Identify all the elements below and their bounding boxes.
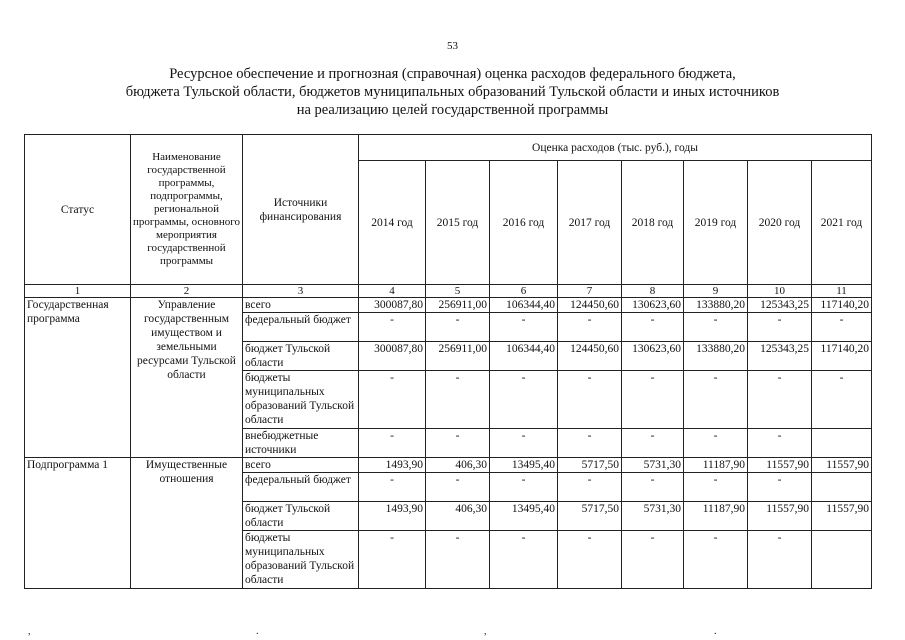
- value-cell: 5717,50: [558, 458, 622, 473]
- row-source: всего: [243, 298, 359, 313]
- row-status: Государственная программа: [25, 298, 131, 458]
- column-number: 5: [426, 285, 490, 298]
- value-cell: [812, 531, 872, 589]
- column-number: 10: [748, 285, 812, 298]
- value-cell: -: [359, 429, 426, 458]
- row-program-name: Имущественные отношения: [131, 458, 243, 589]
- budget-table-wrapper: [24, 134, 872, 589]
- column-number: 6: [490, 285, 558, 298]
- value-cell: -: [426, 531, 490, 589]
- value-cell: -: [684, 473, 748, 502]
- value-cell: 1493,90: [359, 458, 426, 473]
- value-cell: 117140,20: [812, 342, 872, 371]
- scan-dot: .: [256, 626, 259, 637]
- value-cell: -: [359, 371, 426, 429]
- row-source: бюджеты муниципальных образований Тульской области: [243, 531, 359, 589]
- value-cell: -: [490, 313, 558, 342]
- title-line-3: на реализацию целей государственной программы: [296, 102, 609, 118]
- value-cell: -: [359, 473, 426, 502]
- column-number-row: [25, 285, 872, 298]
- value-cell: -: [622, 429, 684, 458]
- value-cell: [812, 473, 872, 502]
- value-cell: 13495,40: [490, 502, 558, 531]
- value-cell: 124450,60: [558, 298, 622, 313]
- value-cell: 406,30: [426, 458, 490, 473]
- value-cell: -: [359, 313, 426, 342]
- value-cell: -: [684, 371, 748, 429]
- value-cell: -: [426, 429, 490, 458]
- value-cell: 117140,20: [812, 298, 872, 313]
- row-source: федеральный бюджет: [243, 313, 359, 342]
- value-cell: 300087,80: [359, 298, 426, 313]
- header-status: Статус: [25, 135, 131, 285]
- title-line-2: бюджета Тульской области, бюджетов муниципальных образований Тульской области и иных источников: [125, 84, 780, 100]
- header-year: 2015 год: [426, 161, 490, 285]
- value-cell: 5731,30: [622, 502, 684, 531]
- value-cell: -: [490, 473, 558, 502]
- value-cell: 133880,20: [684, 298, 748, 313]
- value-cell: 125343,25: [748, 342, 812, 371]
- value-cell: 13495,40: [490, 458, 558, 473]
- header-year: 2021 год: [812, 161, 872, 285]
- value-cell: -: [622, 473, 684, 502]
- value-cell: -: [490, 531, 558, 589]
- column-number: 7: [558, 285, 622, 298]
- value-cell: -: [684, 313, 748, 342]
- value-cell: -: [684, 429, 748, 458]
- value-cell: 124450,60: [558, 342, 622, 371]
- value-cell: -: [622, 313, 684, 342]
- value-cell: -: [812, 371, 872, 429]
- row-status: Подпрограмма 1: [25, 458, 131, 589]
- table-row: [25, 458, 872, 473]
- value-cell: 133880,20: [684, 342, 748, 371]
- header-year: 2017 год: [558, 161, 622, 285]
- header-year: 2019 год: [684, 161, 748, 285]
- value-cell: [812, 429, 872, 458]
- value-cell: -: [558, 473, 622, 502]
- row-source: федеральный бюджет: [243, 473, 359, 502]
- title-line-1: Ресурсное обеспечение и прогнозная (справочная) оценка расходов федерального бюджета,: [169, 66, 736, 82]
- header-year: 2016 год: [490, 161, 558, 285]
- value-cell: 125343,25: [748, 298, 812, 313]
- value-cell: -: [426, 371, 490, 429]
- value-cell: 130623,60: [622, 342, 684, 371]
- value-cell: -: [558, 371, 622, 429]
- value-cell: -: [622, 371, 684, 429]
- value-cell: 11557,90: [748, 458, 812, 473]
- value-cell: -: [748, 313, 812, 342]
- value-cell: -: [558, 313, 622, 342]
- row-source: бюджет Тульской области: [243, 502, 359, 531]
- table-body: [25, 298, 872, 589]
- header-estimate: Оценка расходов (тыс. руб.), годы: [359, 135, 872, 161]
- value-cell: -: [490, 429, 558, 458]
- value-cell: 1493,90: [359, 502, 426, 531]
- value-cell: 106344,40: [490, 298, 558, 313]
- value-cell: 130623,60: [622, 298, 684, 313]
- row-source: бюджеты муниципальных образований Тульской области: [243, 371, 359, 429]
- page-number: 53: [447, 40, 458, 52]
- value-cell: -: [684, 531, 748, 589]
- value-cell: -: [812, 313, 872, 342]
- column-number: 2: [131, 285, 243, 298]
- scan-dot: .: [714, 626, 717, 637]
- row-source: всего: [243, 458, 359, 473]
- header-year: 2018 год: [622, 161, 684, 285]
- document-title: [100, 65, 805, 119]
- value-cell: -: [558, 429, 622, 458]
- column-number: 1: [25, 285, 131, 298]
- row-program-name: Управление государственным имуществом и земельными ресурсами Тульской области: [131, 298, 243, 458]
- row-source: внебюджетные источники: [243, 429, 359, 458]
- column-number: 4: [359, 285, 426, 298]
- value-cell: 106344,40: [490, 342, 558, 371]
- value-cell: -: [748, 473, 812, 502]
- value-cell: 11557,90: [812, 458, 872, 473]
- value-cell: 5731,30: [622, 458, 684, 473]
- value-cell: 256911,00: [426, 342, 490, 371]
- value-cell: -: [622, 531, 684, 589]
- value-cell: -: [490, 371, 558, 429]
- table-row: [25, 298, 872, 313]
- value-cell: -: [748, 531, 812, 589]
- header-year: 2020 год: [748, 161, 812, 285]
- scan-dot: ,: [484, 626, 487, 637]
- column-number: 9: [684, 285, 748, 298]
- header-name: Наименование государственной программы, подпрограммы, региональной программы, основного мероприятия государственной программы: [131, 135, 243, 285]
- row-source: бюджет Тульской области: [243, 342, 359, 371]
- header-sources: Источники финансирования: [243, 135, 359, 285]
- value-cell: -: [558, 531, 622, 589]
- scan-dot: ,: [28, 626, 31, 637]
- value-cell: 256911,00: [426, 298, 490, 313]
- column-number: 3: [243, 285, 359, 298]
- value-cell: -: [426, 313, 490, 342]
- column-number: 11: [812, 285, 872, 298]
- value-cell: 300087,80: [359, 342, 426, 371]
- value-cell: -: [359, 531, 426, 589]
- value-cell: -: [748, 371, 812, 429]
- value-cell: 5717,50: [558, 502, 622, 531]
- column-number: 8: [622, 285, 684, 298]
- value-cell: 11557,90: [812, 502, 872, 531]
- value-cell: 406,30: [426, 502, 490, 531]
- value-cell: 11187,90: [684, 502, 748, 531]
- value-cell: 11187,90: [684, 458, 748, 473]
- value-cell: -: [748, 429, 812, 458]
- header-year: 2014 год: [359, 161, 426, 285]
- budget-table: [24, 134, 872, 589]
- value-cell: 11557,90: [748, 502, 812, 531]
- value-cell: -: [426, 473, 490, 502]
